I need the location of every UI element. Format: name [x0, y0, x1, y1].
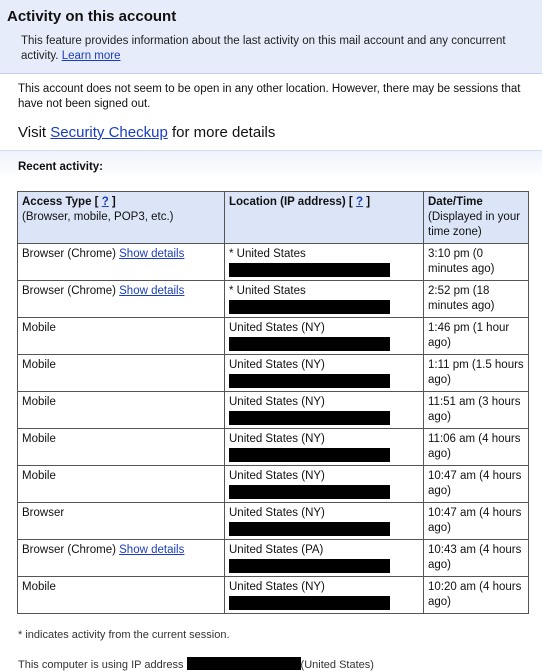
access-type-cell [18, 244, 225, 281]
datetime-cell [424, 281, 529, 318]
datetime-cell [424, 577, 529, 614]
redacted-ip-address [229, 596, 390, 610]
location-value: United States (PA) [229, 544, 324, 556]
location-cell [225, 577, 424, 614]
location-label: Location (IP address) [229, 196, 346, 208]
datetime-cell [424, 318, 529, 355]
access-type-value: Mobile [22, 433, 56, 445]
location-help-link[interactable]: ? [355, 196, 363, 208]
datetime-cell [424, 244, 529, 281]
access-type-help-link[interactable]: ? [101, 196, 109, 208]
show-details-link[interactable]: Show details [119, 285, 185, 297]
current-session-footnote: * indicates activity from the current session. [18, 629, 230, 641]
datetime-cell [424, 503, 529, 540]
datetime-value: 1:46 pm (1 hour ago) [428, 322, 510, 349]
table-row [18, 429, 529, 466]
location-value: United States (NY) [229, 433, 325, 445]
access-type-cell [18, 281, 225, 318]
datetime-value: 10:20 am (4 hours ago) [428, 581, 522, 608]
redacted-ip-address [229, 448, 390, 462]
datetime-value: 1:11 pm (1.5 hours ago) [428, 359, 524, 386]
table-row [18, 540, 529, 577]
datetime-cell [424, 466, 529, 503]
redacted-ip-address [187, 657, 301, 670]
location-value: United States (NY) [229, 470, 325, 482]
header-access-type: Access Type [ ? ] (Browser, mobile, POP3, etc.) [18, 192, 225, 244]
location-value: * United States [229, 285, 306, 297]
access-type-subtitle: (Browser, mobile, POP3, etc.) [22, 211, 174, 223]
access-type-value: Mobile [22, 396, 56, 408]
redacted-ip-address [229, 263, 390, 277]
table-row [18, 392, 529, 429]
access-type-cell [18, 355, 225, 392]
access-type-label: Access Type [22, 196, 92, 208]
access-type-cell [18, 577, 225, 614]
location-cell [225, 244, 424, 281]
table-row [18, 503, 529, 540]
table-row [18, 355, 529, 392]
description-text: This feature provides information about the last activity on this mail account and any concurrent activity. [21, 35, 506, 62]
ip-suffix: (United States) [300, 659, 374, 671]
location-cell [225, 429, 424, 466]
access-type-value: Mobile [22, 322, 56, 334]
access-type-cell [18, 503, 225, 540]
location-cell [225, 466, 424, 503]
header-location: Location (IP address) [ ? ] [225, 192, 424, 244]
access-type-cell [18, 540, 225, 577]
header-panel [0, 0, 542, 74]
location-cell [225, 355, 424, 392]
location-value: United States (NY) [229, 396, 325, 408]
table-row [18, 244, 529, 281]
security-checkup-line [18, 124, 275, 141]
datetime-value: 11:06 am (4 hours ago) [428, 433, 521, 460]
table-row [18, 466, 529, 503]
ip-address-line [18, 657, 374, 671]
access-type-value: Mobile [22, 470, 56, 482]
access-type-cell [18, 466, 225, 503]
location-value: * United States [229, 248, 306, 260]
table-header-row [18, 192, 529, 244]
datetime-value: 10:43 am (4 hours ago) [428, 544, 522, 571]
location-cell [225, 392, 424, 429]
redacted-ip-address [229, 374, 390, 388]
location-value: United States (NY) [229, 322, 325, 334]
table-row [18, 281, 529, 318]
redacted-ip-address [229, 559, 390, 573]
access-type-cell [18, 392, 225, 429]
datetime-label: Date/Time [428, 196, 483, 208]
session-notice: This account does not seem to be open in any other location. However, there may be sessions that have not been signed out. [18, 83, 521, 110]
show-details-link[interactable]: Show details [119, 248, 185, 260]
location-cell [225, 318, 424, 355]
datetime-value: 2:52 pm (18 minutes ago) [428, 285, 495, 312]
datetime-subtitle: (Displayed in your time zone) [428, 211, 521, 238]
location-value: United States (NY) [229, 507, 325, 519]
location-cell [225, 540, 424, 577]
table-row [18, 318, 529, 355]
access-type-value: Browser (Chrome) [22, 248, 116, 260]
datetime-cell [424, 429, 529, 466]
learn-more-link[interactable]: Learn more [61, 50, 121, 62]
datetime-value: 3:10 pm (0 minutes ago) [428, 248, 495, 275]
table-row [18, 577, 529, 614]
datetime-cell [424, 392, 529, 429]
datetime-cell [424, 355, 529, 392]
checkup-suffix: for more details [171, 124, 276, 141]
recent-activity-title: Recent activity: [18, 161, 104, 173]
access-type-cell [18, 429, 225, 466]
location-value: United States (NY) [229, 581, 325, 593]
activity-table [17, 191, 529, 614]
checkup-prefix: Visit [18, 124, 47, 141]
show-details-link[interactable]: Show details [119, 544, 185, 556]
activity-rows [18, 244, 529, 614]
header-datetime [424, 192, 529, 244]
redacted-ip-address [229, 411, 390, 425]
access-type-cell [18, 318, 225, 355]
ip-prefix: This computer is using IP address [18, 659, 184, 671]
access-type-value: Mobile [22, 359, 56, 371]
datetime-value: 10:47 am (4 hours ago) [428, 507, 522, 534]
location-value: United States (NY) [229, 359, 325, 371]
location-cell [225, 503, 424, 540]
security-checkup-link[interactable]: Security Checkup [50, 124, 168, 141]
redacted-ip-address [229, 485, 390, 499]
location-cell [225, 281, 424, 318]
datetime-value: 10:47 am (4 hours ago) [428, 470, 522, 497]
redacted-ip-address [229, 300, 390, 314]
access-type-value: Browser [22, 507, 65, 519]
access-type-value: Mobile [22, 581, 56, 593]
header-description [21, 34, 526, 64]
datetime-cell [424, 540, 529, 577]
page-title: Activity on this account [7, 8, 177, 25]
redacted-ip-address [229, 522, 390, 536]
access-type-value: Browser (Chrome) [22, 285, 116, 297]
redacted-ip-address [229, 337, 390, 351]
datetime-value: 11:51 am (3 hours ago) [428, 396, 521, 423]
access-type-value: Browser (Chrome) [22, 544, 116, 556]
